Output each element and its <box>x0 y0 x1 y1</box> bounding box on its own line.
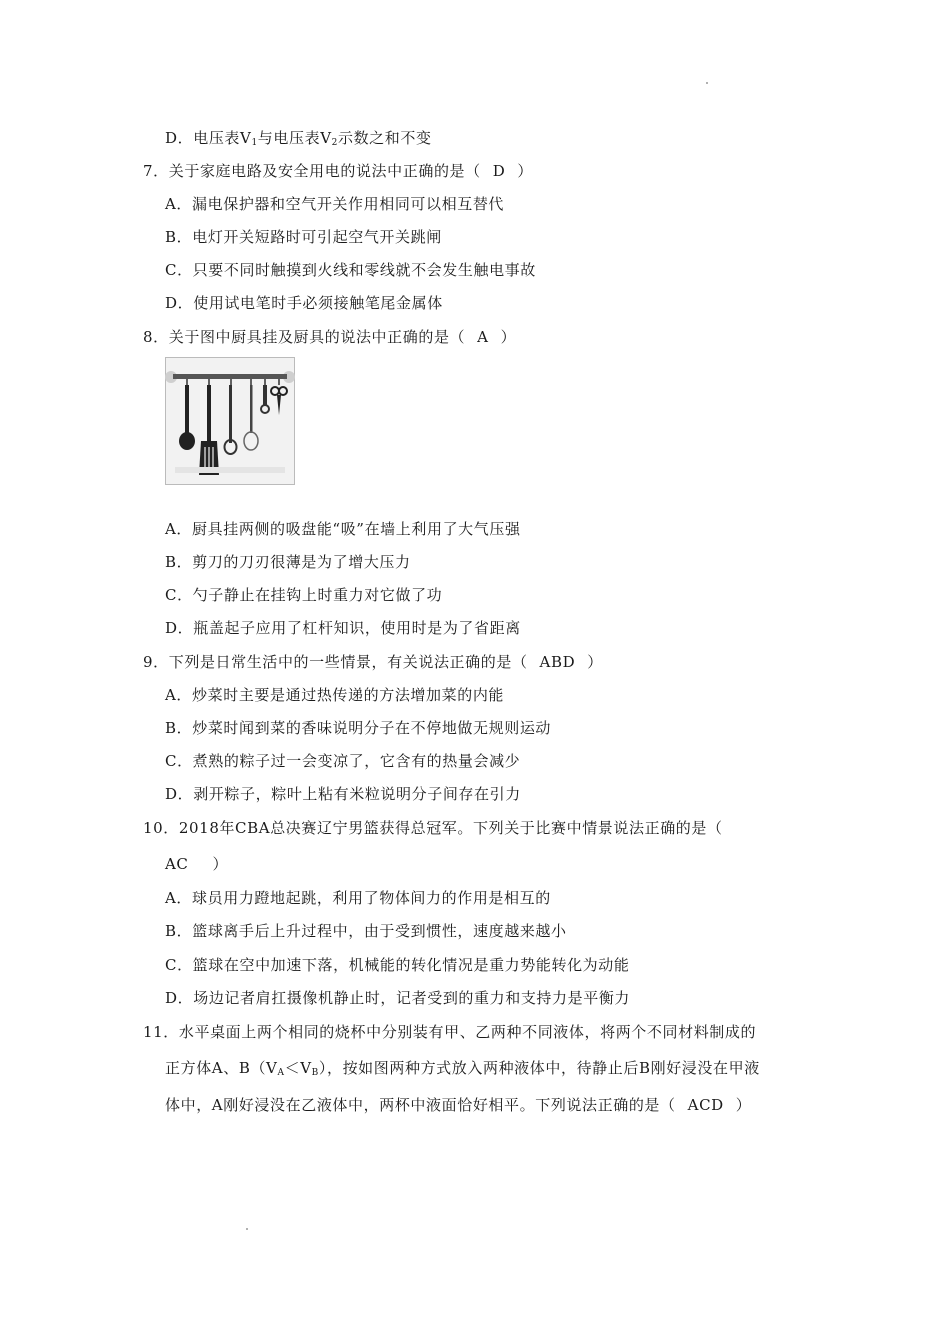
q7-stem: 7．关于家庭电路及安全用电的说法中正确的是（ D ） <box>143 162 533 180</box>
q10-stem: 10．2018年CBA总决赛辽宁男篮获得总冠军。下列关于比赛中情景说法正确的是（ <box>143 819 723 837</box>
q11-stem-line3: 体中，A刚好浸没在乙液体中，两杯中液面恰好相平。下列说法正确的是（ ACD ） <box>165 1096 752 1114</box>
q10-option-a: A．球员用力蹬地起跳，利用了物体间力的作用是相互的 <box>165 889 551 907</box>
scan-mark-top <box>706 82 708 84</box>
q8-stem: 8．关于图中厨具挂及厨具的说法中正确的是（ A ） <box>143 328 517 346</box>
q9-option-c: C．煮熟的粽子过一会变凉了，它含有的热量会减少 <box>165 752 521 770</box>
q7-answer: D <box>492 162 506 180</box>
q7-option-c: C．只要不同时触摸到火线和零线就不会发生触电事故 <box>165 261 536 279</box>
q9-option-a: A．炒菜时主要是通过热传递的方法增加菜的内能 <box>165 686 505 704</box>
q6-option-d: D．电压表$V_1$与电压表$V_2$示数之和不变 <box>165 129 432 148</box>
q7-option-b: B．电灯开关短路时可引起空气开关跳闸 <box>165 228 442 246</box>
q10-answer-line: AC ） <box>165 855 229 873</box>
q7-option-d: D．使用试电笔时手必须接触笔尾金属体 <box>165 294 443 312</box>
scan-mark-bottom <box>246 1228 248 1230</box>
kitchen-utensil-rack-photo <box>165 357 295 485</box>
q9-stem: 9．下列是日常生活中的一些情景，有关说法正确的是（ ABD ） <box>143 653 603 671</box>
q8-answer: A <box>477 328 489 346</box>
q9-answer: ABD <box>539 653 576 671</box>
q9-option-d: D．剥开粽子，粽叶上粘有米粒说明分子间存在引力 <box>165 785 521 803</box>
q11-stem-line2: 正方体A、$B(V_A<V_B)$，按如图两种方式放入两种液体中，待静止后B刚好浸没在甲液 <box>165 1059 760 1078</box>
q8-option-d: D．瓶盖起子应用了杠杆知识，使用时是为了省距离 <box>165 619 521 637</box>
q8-option-b: B．剪刀的刀刃很薄是为了增大压力 <box>165 553 411 571</box>
q9-option-b: B．炒菜时闻到菜的香味说明分子在不停地做无规则运动 <box>165 719 552 737</box>
q7-option-a: A．漏电保护器和空气开关作用相同可以相互替代 <box>165 195 505 213</box>
q11-answer: ACD <box>687 1096 724 1114</box>
q10-option-b: B．篮球离手后上升过程中，由于受到惯性，速度越来越小 <box>165 922 567 940</box>
q8-option-a: A．厨具挂两侧的吸盘能“吸”在墙上利用了大气压强 <box>165 520 521 538</box>
q10-option-d: D．场边记者肩扛摄像机静止时，记者受到的重力和支持力是平衡力 <box>165 989 631 1007</box>
q8-option-c: C．勺子静止在挂钩上时重力对它做了功 <box>165 586 443 604</box>
q10-answer: AC <box>165 855 189 873</box>
q11-stem-line1: 11．水平桌面上两个相同的烧杯中分别装有甲、乙两种不同液体，将两个不同材料制成的 <box>143 1023 757 1041</box>
q10-option-c: C．篮球在空中加速下落，机械能的转化情况是重力势能转化为动能 <box>165 956 630 974</box>
